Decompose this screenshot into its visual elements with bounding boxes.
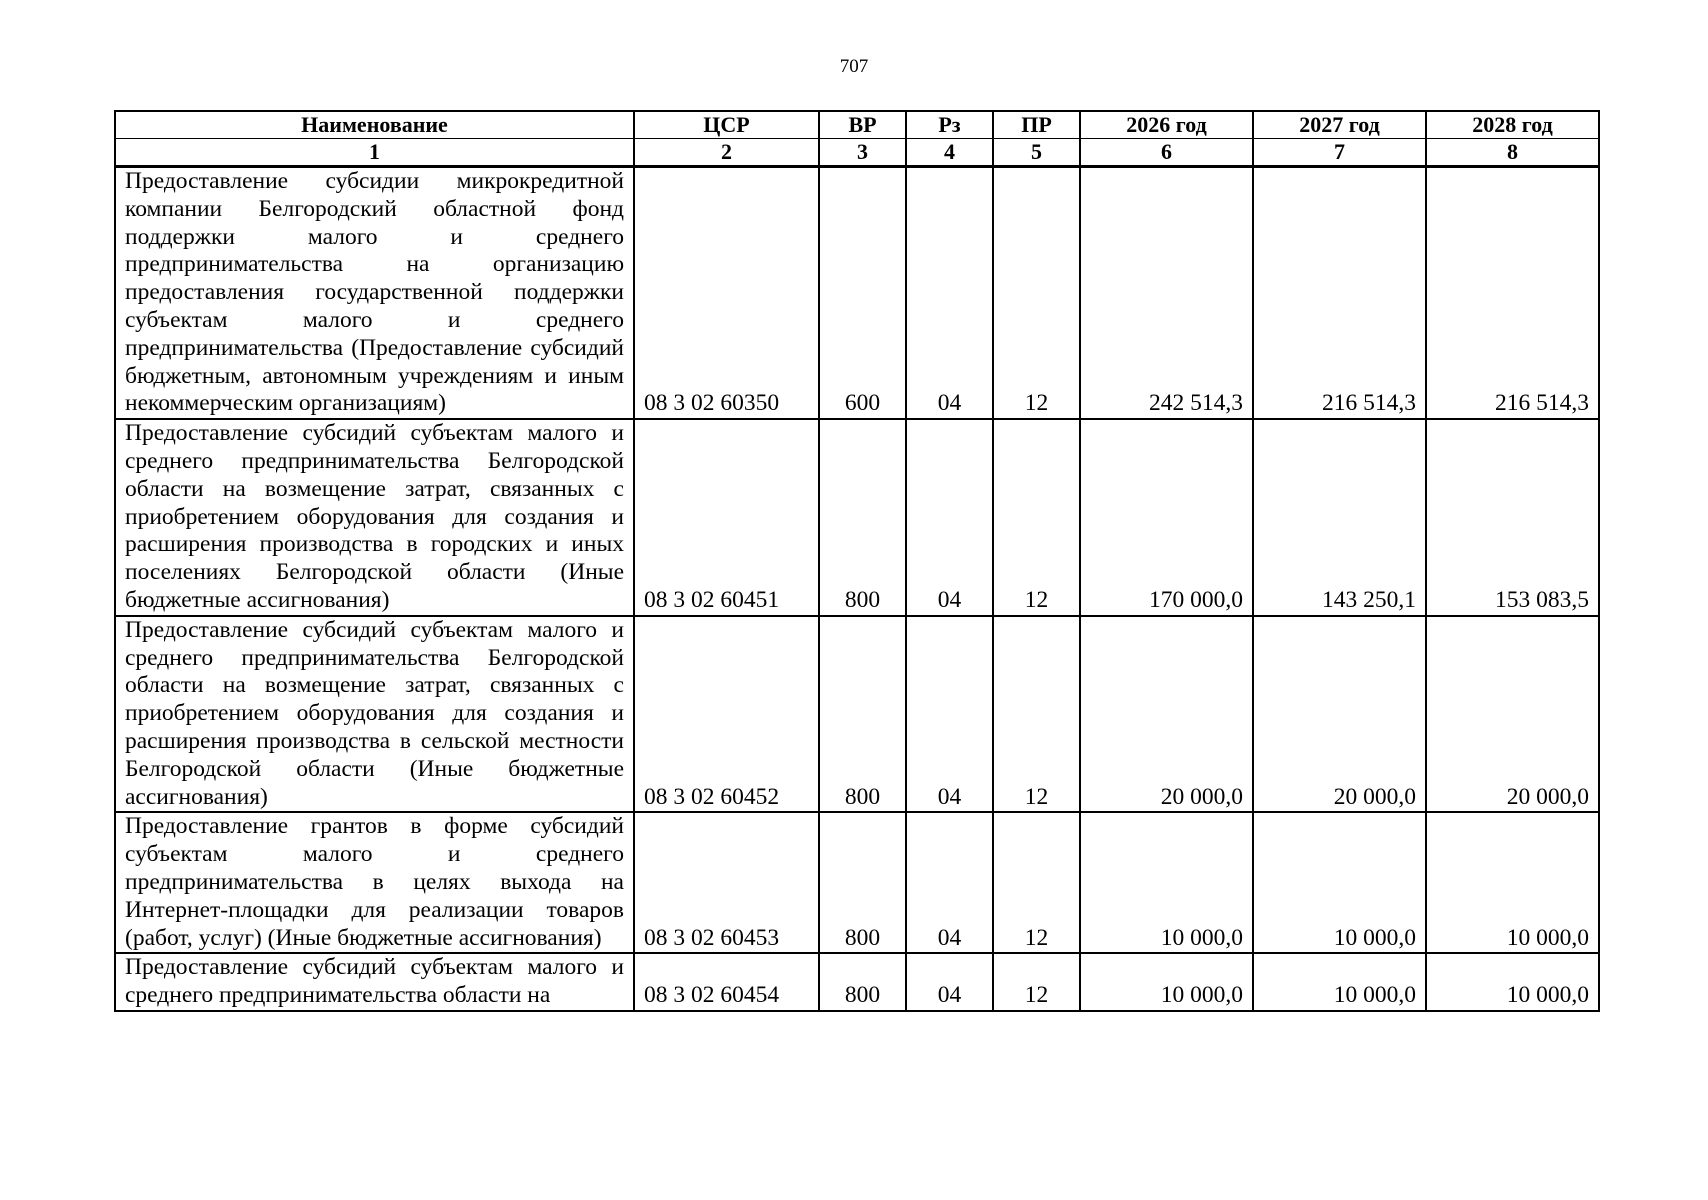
row-name: Предоставление субсидии микрокредитной компании Белгородский областной фонд поддержки малого и среднего предпринимательства на организацию предоставления государственной поддержки субъектам малого и среднего предпринимательства (Предоставление субсидий бюджетным, автономным учреждениям и иным некоммерческим организациям) — [115, 167, 634, 420]
row-pr: 12 — [993, 953, 1080, 1011]
row-rz: 04 — [906, 616, 993, 813]
row-2028: 10 000,0 — [1426, 953, 1599, 1011]
column-number: 3 — [819, 139, 906, 167]
header-csr: ЦСР — [634, 111, 819, 139]
row-2027: 10 000,0 — [1253, 812, 1426, 953]
row-csr: 08 3 02 60454 — [634, 953, 819, 1011]
row-pr: 12 — [993, 812, 1080, 953]
table-row — [115, 812, 1599, 953]
column-number: 6 — [1080, 139, 1253, 167]
row-2026: 20 000,0 — [1080, 616, 1253, 813]
row-2027: 20 000,0 — [1253, 616, 1426, 813]
row-vr: 800 — [819, 616, 906, 813]
header-2027: 2027 год — [1253, 111, 1426, 139]
column-number: 4 — [906, 139, 993, 167]
row-2028: 216 514,3 — [1426, 167, 1599, 420]
row-vr: 800 — [819, 812, 906, 953]
column-number: 5 — [993, 139, 1080, 167]
row-csr: 08 3 02 60453 — [634, 812, 819, 953]
table-row — [115, 167, 1599, 420]
header-name: Наименование — [115, 111, 634, 139]
row-pr: 12 — [993, 167, 1080, 420]
row-name: Предоставление грантов в форме субсидий субъектам малого и среднего предпринимательства в целях выхода на Интернет-площадки для реализации товаров (работ, услуг) (Иные бюджетные ассигнования) — [115, 812, 634, 953]
row-2028: 153 083,5 — [1426, 419, 1599, 616]
header-pr: ПР — [993, 111, 1080, 139]
column-number-row — [115, 139, 1599, 167]
row-vr: 600 — [819, 167, 906, 420]
column-number: 1 — [115, 139, 634, 167]
header-2028: 2028 год — [1426, 111, 1599, 139]
budget-table — [114, 110, 1600, 1012]
row-2028: 10 000,0 — [1426, 812, 1599, 953]
page-number: 707 — [839, 56, 869, 77]
header-row — [115, 111, 1599, 139]
row-vr: 800 — [819, 419, 906, 616]
row-rz: 04 — [906, 953, 993, 1011]
row-name: Предоставление субсидий субъектам малого и среднего предпринимательства Белгородской области на возмещение затрат, связанных с приобретением оборудования для создания и расширения производства в городских и иных поселениях Белгородской области (Иные бюджетные ассигнования) — [115, 419, 634, 616]
column-number: 7 — [1253, 139, 1426, 167]
table-row — [115, 953, 1599, 1011]
row-2026: 10 000,0 — [1080, 953, 1253, 1011]
row-rz: 04 — [906, 419, 993, 616]
row-2028: 20 000,0 — [1426, 616, 1599, 813]
row-2026: 170 000,0 — [1080, 419, 1253, 616]
row-pr: 12 — [993, 419, 1080, 616]
row-rz: 04 — [906, 812, 993, 953]
row-csr: 08 3 02 60451 — [634, 419, 819, 616]
row-2027: 216 514,3 — [1253, 167, 1426, 420]
row-2027: 10 000,0 — [1253, 953, 1426, 1011]
row-name: Предоставление субсидий субъектам малого и среднего предпринимательства области на — [115, 953, 634, 1011]
row-2027: 143 250,1 — [1253, 419, 1426, 616]
row-csr: 08 3 02 60350 — [634, 167, 819, 420]
row-pr: 12 — [993, 616, 1080, 813]
column-number: 8 — [1426, 139, 1599, 167]
header-rz: Рз — [906, 111, 993, 139]
row-vr: 800 — [819, 953, 906, 1011]
row-rz: 04 — [906, 167, 993, 420]
row-2026: 10 000,0 — [1080, 812, 1253, 953]
table-row — [115, 419, 1599, 616]
row-csr: 08 3 02 60452 — [634, 616, 819, 813]
row-2026: 242 514,3 — [1080, 167, 1253, 420]
table-row — [115, 616, 1599, 813]
column-number: 2 — [634, 139, 819, 167]
header-vr: ВР — [819, 111, 906, 139]
row-name: Предоставление субсидий субъектам малого и среднего предпринимательства Белгородской области на возмещение затрат, связанных с приобретением оборудования для создания и расширения производства в сельской местности Белгородской области (Иные бюджетные ассигнования) — [115, 616, 634, 813]
header-2026: 2026 год — [1080, 111, 1253, 139]
